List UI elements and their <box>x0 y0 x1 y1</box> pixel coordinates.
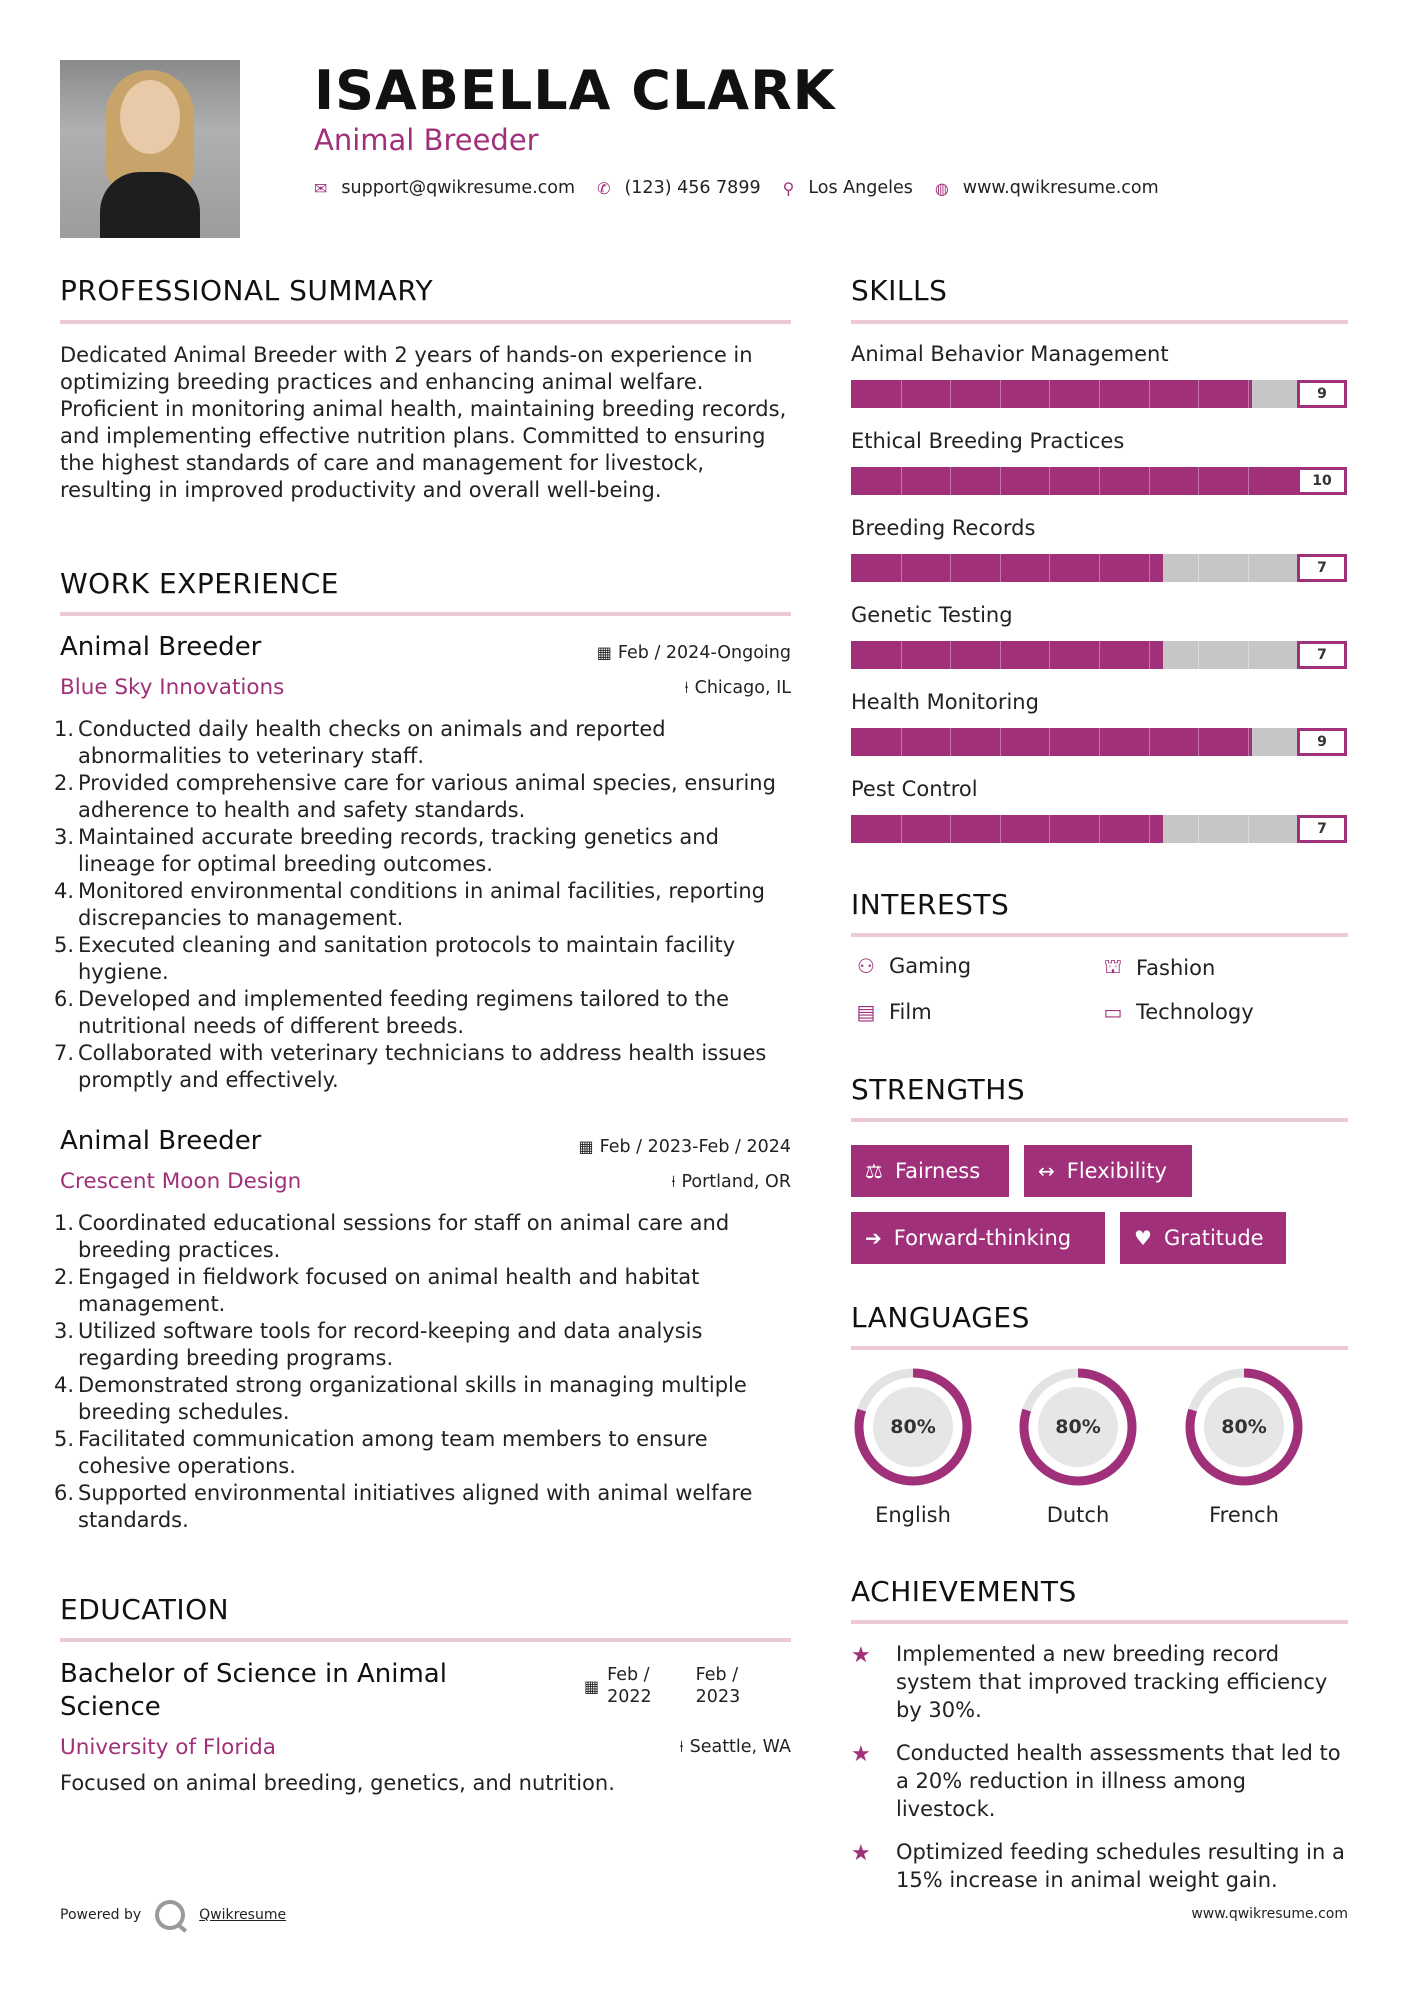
list-item: 2. Provided comprehensive care for various animal species, ensuring adherence to health and safety standards. <box>54 771 776 822</box>
language-percent: 80% <box>1221 1416 1267 1438</box>
education-start: Feb / 2022 <box>607 1665 652 1707</box>
degree-title: Bachelor of Science in Animal Science <box>60 1659 447 1722</box>
language-name: English <box>875 1503 951 1527</box>
list-item: 4. Demonstrated strong organizational skills in managing multiple breeding schedules. <box>54 1373 747 1424</box>
skill-name: Breeding Records <box>851 516 1036 540</box>
skill-name: Ethical Breeding Practices <box>851 429 1125 453</box>
strength-tag: ♥ Gratitude <box>1120 1212 1286 1264</box>
qwikresume-logo-icon <box>155 1900 185 1930</box>
pin-icon: ⍿ <box>684 678 689 697</box>
education-dates <box>584 1664 740 1708</box>
job-location: ⍿ Chicago, IL <box>684 678 791 698</box>
arrows-horizontal-icon: ↔ <box>1038 1159 1055 1183</box>
language-gauge <box>1182 1365 1306 1527</box>
summary-heading: PROFESSIONAL SUMMARY <box>60 274 434 307</box>
duty-list <box>54 1210 800 1534</box>
job-title: Animal Breeder <box>60 632 262 662</box>
phone-icon: ✆ <box>597 178 611 198</box>
shopping-bag-icon: ⛫ <box>1103 954 1123 978</box>
language-name: Dutch <box>1046 1503 1110 1527</box>
list-item: 1. Conducted daily health checks on animals and reported abnormalities to veterinary staff. <box>54 717 666 768</box>
pin-icon: ⍿ <box>671 1172 676 1191</box>
skill-bar-fill <box>851 641 1163 669</box>
achievement-item: ★ Conducted health assessments that led to a 20% reduction in illness among livestock. <box>851 1741 1341 1821</box>
skill-bar-fill <box>851 815 1163 843</box>
interests-divider <box>851 933 1348 937</box>
gamepad-icon: ⚇ <box>857 954 875 978</box>
skill-bar <box>851 380 1347 408</box>
skills-divider <box>851 320 1348 324</box>
job-title: Animal Breeder <box>60 1126 262 1156</box>
experience-divider <box>60 612 791 616</box>
profile-photo <box>60 60 240 238</box>
envelope-icon: ✉ <box>314 178 328 198</box>
skill-name: Pest Control <box>851 777 978 801</box>
language-percent: 80% <box>1055 1416 1101 1438</box>
list-item: 4. Monitored environmental conditions in animal facilities, reporting discrepancies to management. <box>54 879 765 930</box>
heart-icon: ♥ <box>1134 1226 1152 1250</box>
list-item: 3. Utilized software tools for record-keeping and data analysis regarding breeding programs. <box>54 1319 703 1370</box>
strengths-divider <box>851 1118 1348 1122</box>
film-icon: ▤ <box>856 1000 876 1024</box>
globe-icon: ◍ <box>934 178 949 198</box>
strength-tag: ⚖ Fairness <box>851 1145 1009 1197</box>
education-location: ⍿ Seattle, WA <box>679 1737 791 1757</box>
candidate-title: Animal Breeder <box>314 123 539 157</box>
skill-score: 10 <box>1297 467 1347 495</box>
experience-heading: WORK EXPERIENCE <box>60 567 339 600</box>
duty-list <box>54 716 800 1094</box>
arrow-right-icon: ➔ <box>865 1226 882 1250</box>
skill-bar <box>851 641 1347 669</box>
calendar-icon: ▦ <box>578 1137 594 1156</box>
skill-score: 7 <box>1297 641 1347 669</box>
summary-text: Dedicated Animal Breeder with 2 years of hands-on experience in optimizing breeding practices and enhancing animal welfare. Proficient in monitoring animal health, maintaining breeding records, and implementing effective nutrition plans. Committed to ensuring the highest standards of care and management for livestock, resulting in improved productivity and overall well-being. <box>60 343 787 502</box>
laptop-icon: ▭ <box>1103 1000 1123 1024</box>
skills-heading: SKILLS <box>851 274 948 307</box>
strengths-heading: STRENGTHS <box>851 1073 1026 1106</box>
job-date: ▦ Feb / 2024-Ongoing <box>596 643 791 663</box>
skill-bar <box>851 815 1347 843</box>
interest-gaming: ⚇ Gaming <box>851 954 971 978</box>
education-school: University of Florida <box>60 1735 276 1760</box>
education-end: Feb / 2023 <box>695 1665 741 1707</box>
interest-fashion: ⛫ Fashion <box>1098 954 1215 981</box>
skill-name: Health Monitoring <box>851 690 1039 714</box>
star-icon: ★ <box>851 1643 871 1668</box>
skill-score: 7 <box>1297 815 1347 843</box>
skill-bar <box>851 728 1347 756</box>
candidate-name: ISABELLA CLARK <box>314 59 836 122</box>
pin-icon: ⍿ <box>679 1737 684 1756</box>
skill-name: Genetic Testing <box>851 603 1013 627</box>
skill-bar-fill <box>851 380 1252 408</box>
interest-technology: ▭ Technology <box>1098 1000 1254 1024</box>
job-company: Crescent Moon Design <box>60 1169 302 1194</box>
list-item: 5. Executed cleaning and sanitation protocols to maintain facility hygiene. <box>54 933 736 984</box>
skill-score: 9 <box>1297 728 1347 756</box>
skill-bar <box>851 467 1347 495</box>
job-location: ⍿ Portland, OR <box>671 1172 791 1192</box>
list-item: 6. Supported environmental initiatives aligned with animal welfare standards. <box>54 1481 753 1532</box>
contact-phone[interactable]: (123) 456 7899 <box>624 178 761 198</box>
strength-tag: ↔ Flexibility <box>1024 1145 1192 1197</box>
map-pin-icon: ⚲ <box>782 178 795 198</box>
skill-bar-fill <box>851 554 1163 582</box>
contact-bar <box>314 178 1181 198</box>
interest-film: ▤ Film <box>851 1000 932 1024</box>
contact-website[interactable]: www.qwikresume.com <box>962 178 1159 198</box>
language-gauge <box>1016 1365 1140 1527</box>
contact-location: Los Angeles <box>808 178 913 198</box>
skill-score: 7 <box>1297 554 1347 582</box>
interests-heading: INTERESTS <box>851 888 1010 921</box>
list-item: 2. Engaged in fieldwork focused on animal health and habitat management. <box>54 1265 700 1316</box>
footer-powered-by <box>60 1900 286 1930</box>
list-item: 5. Facilitated communication among team members to ensure cohesive operations. <box>54 1427 708 1478</box>
job-date: ▦ Feb / 2023-Feb / 2024 <box>578 1137 791 1157</box>
education-description: Focused on animal breeding, genetics, and nutrition. <box>60 1771 615 1795</box>
skill-name: Animal Behavior Management <box>851 342 1169 366</box>
powered-by-label: Powered by <box>60 1907 142 1923</box>
footer-website[interactable]: www.qwikresume.com <box>1191 1906 1348 1922</box>
calendar-icon: ▦ <box>584 1677 600 1696</box>
achievement-item: ★ Implemented a new breeding record system that improved tracking efficiency by 30%. <box>851 1642 1328 1722</box>
list-item: 7. Collaborated with veterinary technicians to address health issues promptly and effectively. <box>54 1041 767 1092</box>
balance-scale-icon: ⚖ <box>865 1159 883 1183</box>
achievement-item: ★ Optimized feeding schedules resulting in a 15% increase in animal weight gain. <box>851 1840 1345 1892</box>
achievements-divider <box>851 1620 1348 1624</box>
list-item: 3. Maintained accurate breeding records, tracking genetics and lineage for optimal breeding outcomes. <box>54 825 719 876</box>
language-gauge <box>851 1365 975 1527</box>
language-name: French <box>1209 1503 1279 1527</box>
languages-divider <box>851 1346 1348 1350</box>
star-icon: ★ <box>851 1742 871 1767</box>
calendar-icon: ▦ <box>596 643 612 662</box>
language-percent: 80% <box>890 1416 936 1438</box>
job-company: Blue Sky Innovations <box>60 675 285 700</box>
star-icon: ★ <box>851 1841 871 1866</box>
languages-heading: LANGUAGES <box>851 1301 1030 1334</box>
skill-score: 9 <box>1297 380 1347 408</box>
summary-divider <box>60 320 791 324</box>
list-item: 6. Developed and implemented feeding regimens tailored to the nutritional needs of different breeds. <box>54 987 729 1038</box>
list-item: 1. Coordinated educational sessions for staff on animal care and breeding practices. <box>54 1211 730 1262</box>
skill-bar <box>851 554 1347 582</box>
skill-bar-fill <box>851 728 1252 756</box>
education-divider <box>60 1638 791 1642</box>
brand-link[interactable]: Qwikresume <box>199 1907 287 1923</box>
strength-tag: ➔ Forward-thinking <box>851 1212 1105 1264</box>
achievements-heading: ACHIEVEMENTS <box>851 1575 1077 1608</box>
education-heading: EDUCATION <box>60 1593 230 1626</box>
contact-email[interactable]: support@qwikresume.com <box>341 178 576 198</box>
